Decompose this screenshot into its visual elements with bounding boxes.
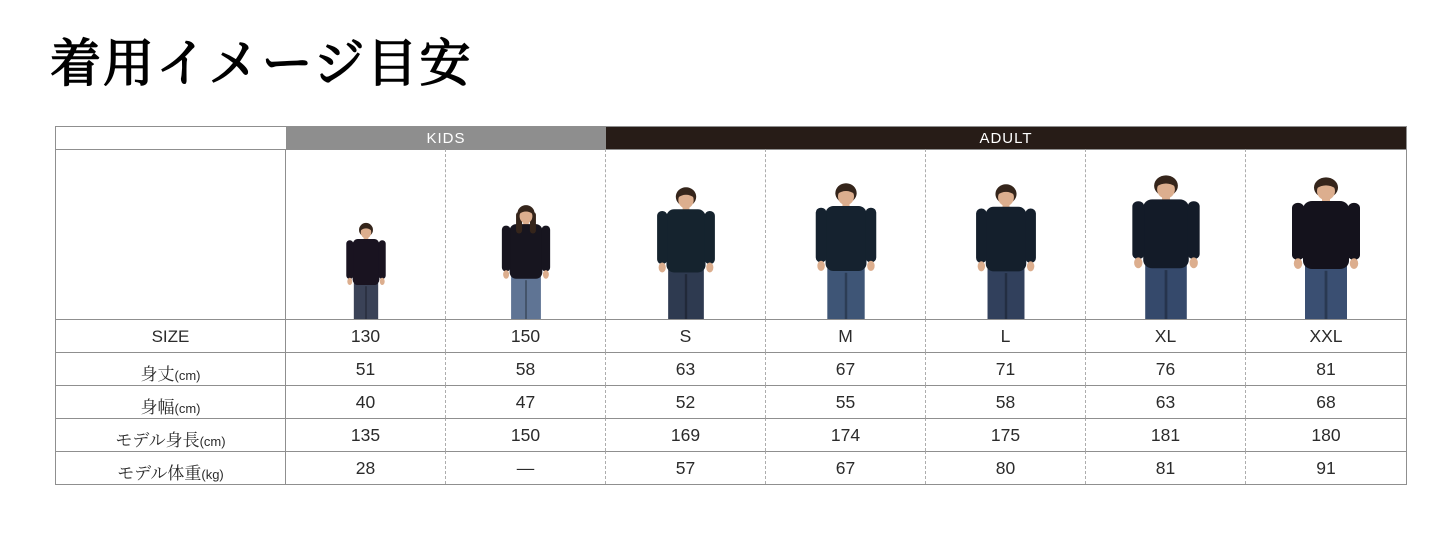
table-corner-cell	[56, 127, 286, 149]
kids-group-label: KIDS	[426, 129, 466, 147]
model-photo-cell-150	[446, 149, 606, 319]
model_weight-value-L: 80	[926, 451, 1086, 484]
model_weight-value-S: 57	[606, 451, 766, 484]
row-label-text-body_length: 身丈	[140, 365, 175, 384]
model-photo-cell-XL	[1086, 149, 1246, 319]
body_width-value-130: 40	[286, 385, 446, 418]
model_weight-value-M: 67	[766, 451, 926, 484]
model_height-value-L: 175	[926, 418, 1086, 451]
size-value-130: 130	[286, 319, 446, 352]
size-guide-table	[55, 126, 1407, 485]
person-figure-L	[962, 183, 1050, 319]
body_length-value-XXL: 81	[1246, 352, 1406, 385]
model_weight-value-130: 28	[286, 451, 446, 484]
header-group-kids	[286, 127, 606, 149]
model-photo-cell-M	[766, 149, 926, 319]
adult-group-label: ADULT	[979, 129, 1033, 147]
model-photo-cell-XXL	[1246, 149, 1406, 319]
body_width-value-150: 47	[446, 385, 606, 418]
person-figure-150	[490, 204, 561, 319]
person-figure-XL	[1116, 174, 1215, 319]
person-figure-M	[801, 182, 890, 319]
model_weight-value-150: —	[446, 451, 606, 484]
model_height-value-XL: 181	[1086, 418, 1246, 451]
model-photo-cell-S	[606, 149, 766, 319]
body_length-value-S: 63	[606, 352, 766, 385]
row-label-body_length	[56, 352, 286, 385]
person-figure-XXL	[1276, 176, 1376, 319]
size-value-150: 150	[446, 319, 606, 352]
size-value-XL: XL	[1086, 319, 1246, 352]
model_weight-value-XL: 81	[1086, 451, 1246, 484]
body_width-value-XL: 63	[1086, 385, 1246, 418]
row-label-model_weight	[56, 451, 286, 484]
row-label-unit-body_length: (cm)	[174, 368, 201, 383]
person-figure-130	[337, 222, 395, 319]
model_weight-value-XXL: 91	[1246, 451, 1406, 484]
model_height-value-M: 174	[766, 418, 926, 451]
row-label-model_height	[56, 418, 286, 451]
photo-row-label-cell	[56, 149, 286, 319]
row-label-size	[56, 319, 286, 352]
page-title: 着用イメージ目安	[50, 35, 473, 92]
body_length-value-M: 67	[766, 352, 926, 385]
model-photo-cell-130	[286, 149, 446, 319]
body_length-value-L: 71	[926, 352, 1086, 385]
person-figure-S	[643, 186, 728, 319]
body_width-value-L: 58	[926, 385, 1086, 418]
row-label-text-model_height: モデル身長	[115, 431, 200, 450]
row-label-unit-model_height: (cm)	[199, 434, 226, 449]
model_height-value-S: 169	[606, 418, 766, 451]
row-label-body_width	[56, 385, 286, 418]
model-photo-cell-L	[926, 149, 1086, 319]
row-label-unit-model_weight: (kg)	[201, 467, 224, 482]
size-value-XXL: XXL	[1246, 319, 1406, 352]
row-label-text-body_width: 身幅	[140, 398, 175, 417]
model_height-value-XXL: 180	[1246, 418, 1406, 451]
body_width-value-M: 55	[766, 385, 926, 418]
header-group-adult	[606, 127, 1406, 149]
model_height-value-130: 135	[286, 418, 446, 451]
row-label-text-model_weight: モデル体重	[117, 464, 202, 483]
body_width-value-S: 52	[606, 385, 766, 418]
model_height-value-150: 150	[446, 418, 606, 451]
body_width-value-XXL: 68	[1246, 385, 1406, 418]
row-label-unit-body_width: (cm)	[174, 401, 201, 416]
body_length-value-150: 58	[446, 352, 606, 385]
body_length-value-130: 51	[286, 352, 446, 385]
size-value-M: M	[766, 319, 926, 352]
size-value-L: L	[926, 319, 1086, 352]
body_length-value-XL: 76	[1086, 352, 1246, 385]
size-value-S: S	[606, 319, 766, 352]
row-label-text-size: SIZE	[151, 327, 190, 346]
